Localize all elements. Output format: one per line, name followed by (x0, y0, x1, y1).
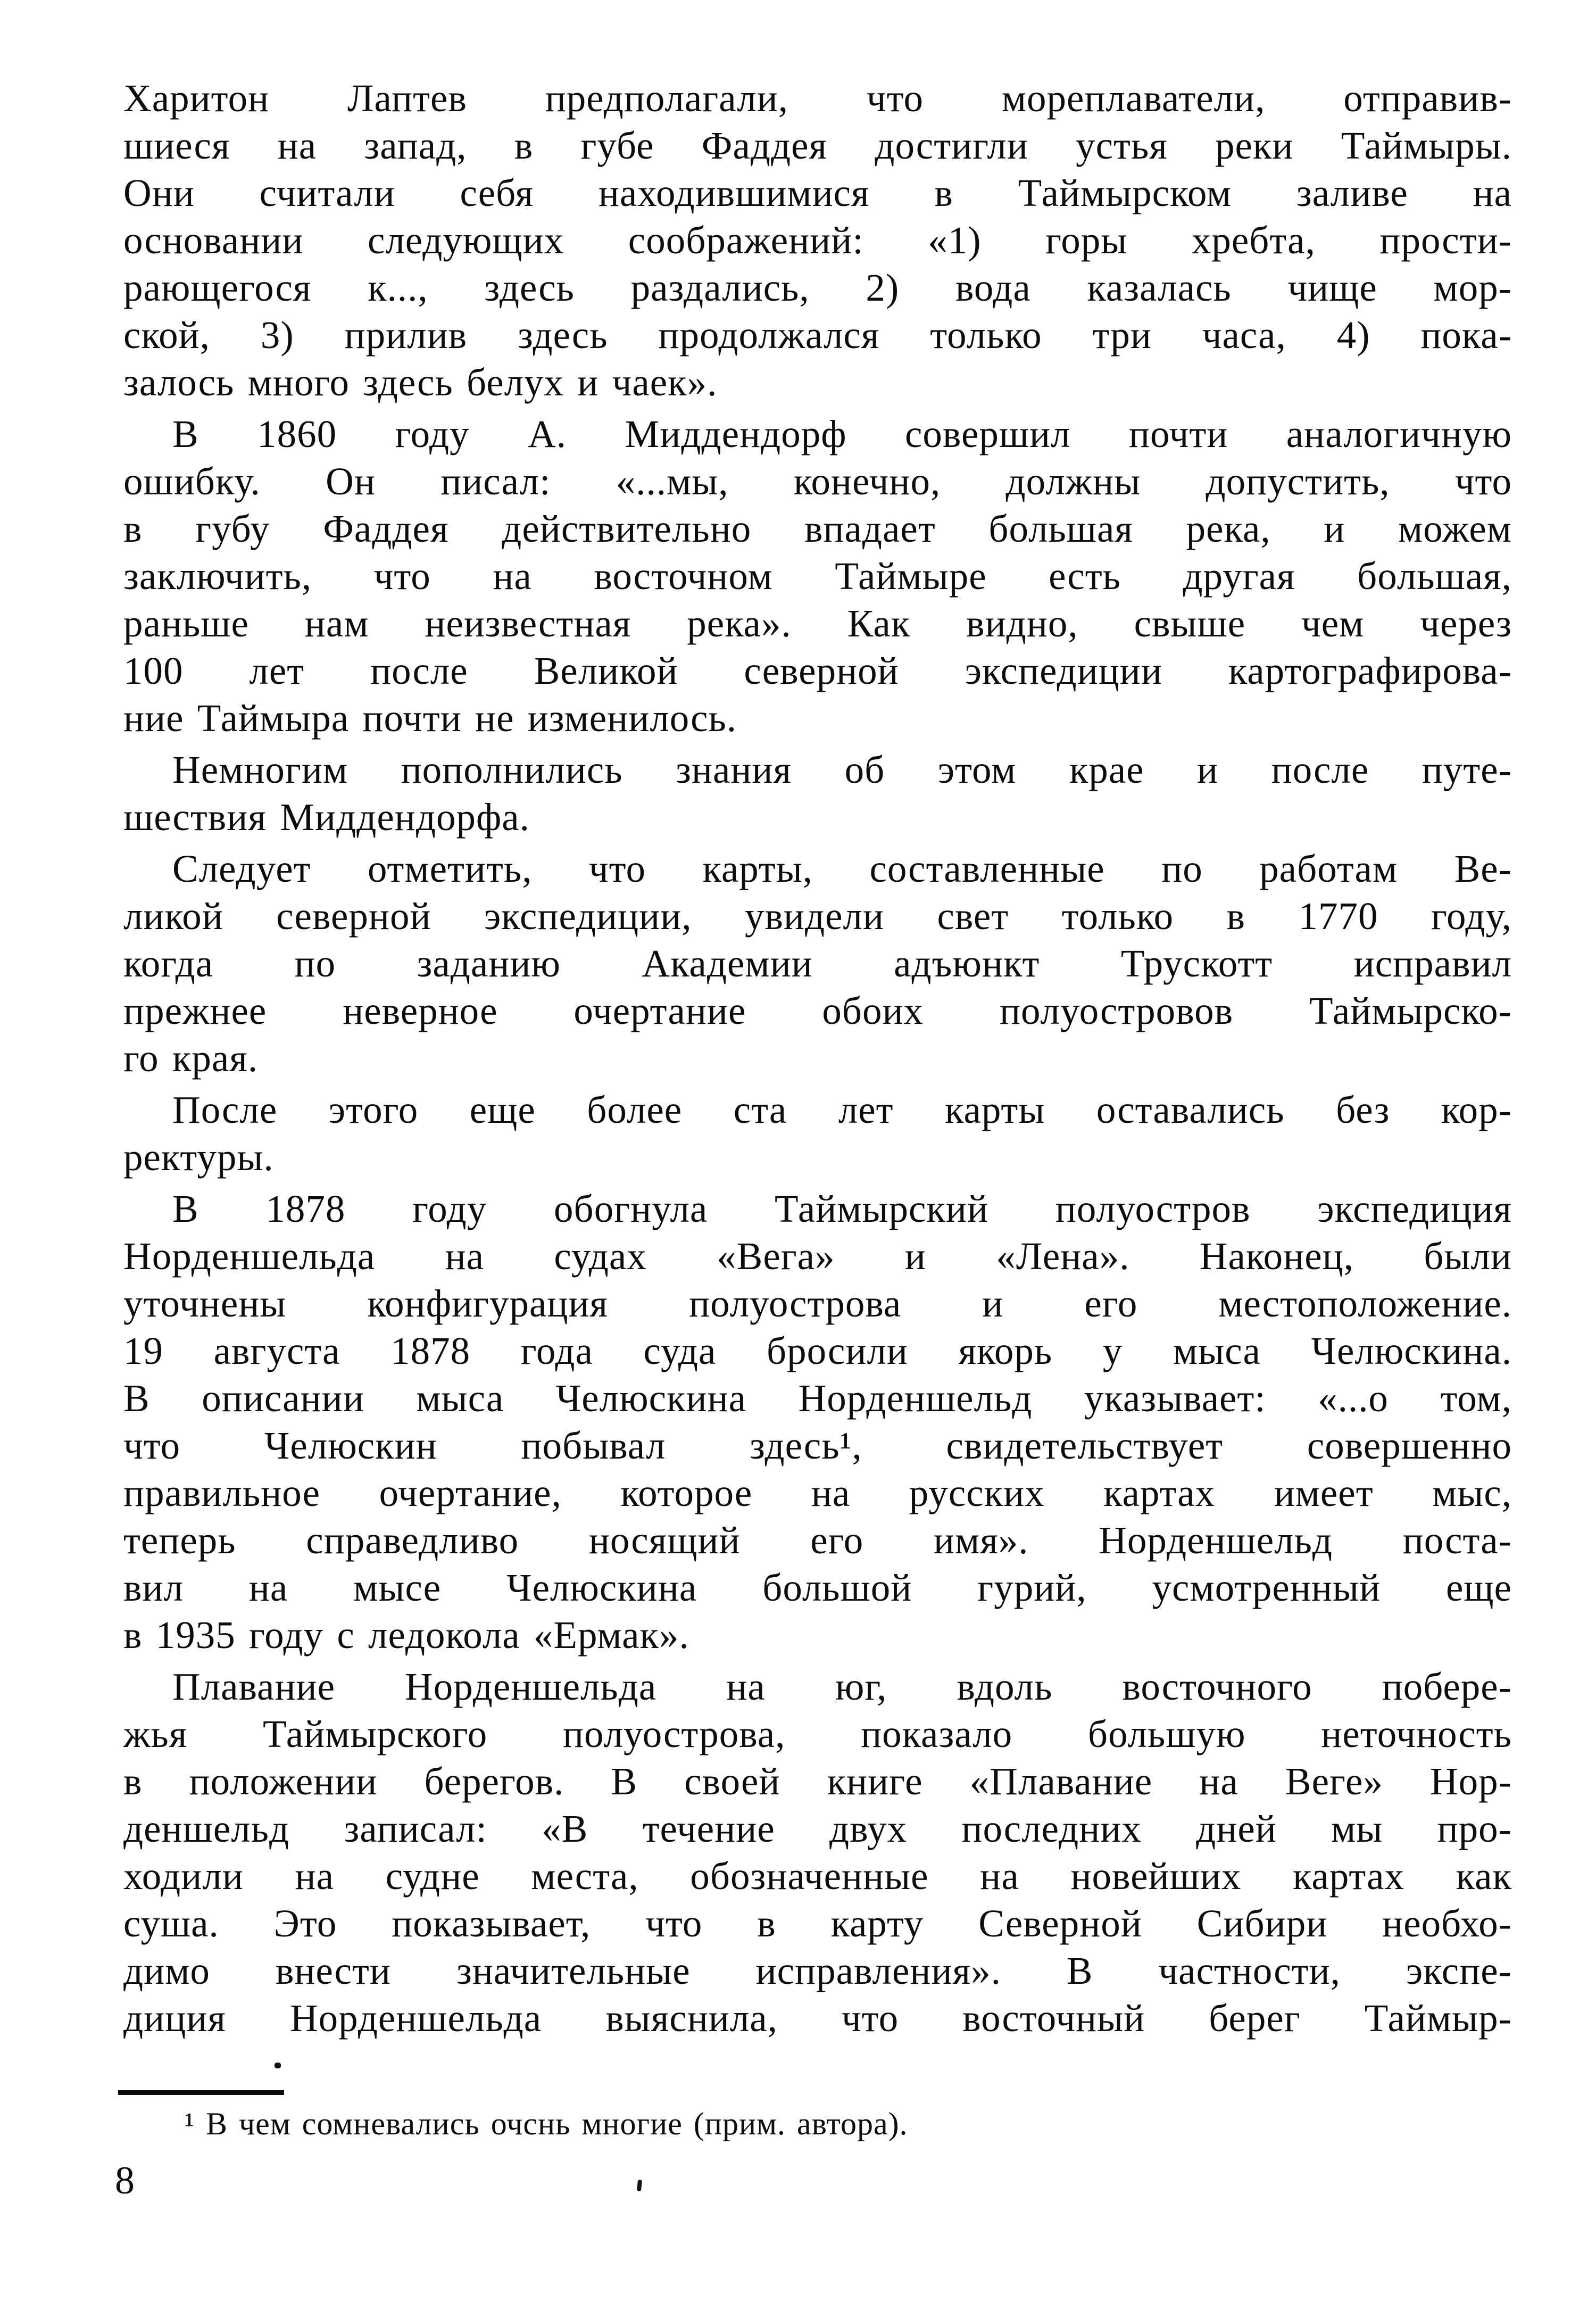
paragraph (123, 1185, 1512, 1659)
text-line: Норденшельда на судах «Вега» и «Лена». Наконец, были (123, 1235, 1512, 1278)
text-line: Следует отметить, что карты, составленные по работам Ве- (172, 847, 1512, 890)
text-line: го края. (123, 1037, 259, 1080)
text-line: шиеся на запад, в губе Фаддея достигли устья реки Таймыры. (123, 124, 1512, 167)
text-line: теперь справедливо носящий его имя». Норденшельд поста- (123, 1519, 1512, 1562)
footnote (123, 2105, 1512, 2143)
text-line: в губу Фаддея действительно впадает большая река, и можем (123, 507, 1512, 550)
text-line: Плавание Норденшельда на юг, вдоль восточного побере- (172, 1665, 1512, 1708)
text-line: димо внести значительные исправления». В частности, экспе- (123, 1949, 1512, 1992)
text-line: вил на мысе Челюскина большой гурий, усмотренный еще (123, 1566, 1512, 1609)
text-line: ской, 3) прилив здесь продолжался только три часа, 4) пока- (123, 313, 1512, 357)
text-line: Они считали себя находившимися в Таймырском заливе на (123, 171, 1512, 214)
text-line: шествия Миддендорфа. (123, 796, 530, 839)
text-line: рающегося к..., здесь раздались, 2) вода казалась чище мор- (123, 266, 1512, 309)
page-number: 8 (115, 2159, 135, 2202)
ink-speck (637, 2180, 642, 2192)
text-line: ректуры. (123, 1136, 274, 1179)
paragraph (123, 746, 1512, 841)
paragraph (123, 1663, 1512, 2042)
text-line: в положении берегов. В своей книге «Плавание на Веге» Нор- (123, 1760, 1512, 1803)
text-line: ние Таймыра почти не изменилось. (123, 697, 737, 740)
text-line: В 1878 году обогнула Таймырский полуостров экспедиция (172, 1187, 1512, 1230)
text-line: Немногим пополнились знания об этом крае и после путе- (172, 748, 1512, 791)
text-line: В описании мыса Челюскина Норденшельд указывает: «...о том, (123, 1377, 1512, 1420)
paragraph (123, 410, 1512, 742)
text-line: деншельд записал: «В течение двух последних дней мы про- (123, 1807, 1512, 1850)
text-line: жья Таймырского полуострова, показало большую неточность (123, 1712, 1512, 1756)
text-line: что Челюскин побывал здесь¹, свидетельствует совершенно (123, 1424, 1512, 1467)
text-line: ошибку. Он писал: «...мы, конечно, должны допустить, что (123, 460, 1512, 503)
text-line: прежнее неверное очертание обоих полуостровов Таймырско- (123, 989, 1512, 1032)
text-line: заключить, что на восточном Таймыре есть другая большая, (123, 554, 1512, 598)
text-line: когда по заданию Академии адъюнкт Трускотт исправил (123, 942, 1512, 985)
text-line: 19 августа 1878 года суда бросили якорь у мыса Челюскина. (123, 1329, 1512, 1372)
paragraph (123, 1086, 1512, 1181)
text-line: диция Норденшельда выяснила, что восточный берег Таймыр- (123, 1997, 1512, 2040)
text-line: залось много здесь белух и чаек». (123, 361, 718, 404)
text-line: основании следующих соображений: «1) горы хребта, прости- (123, 219, 1512, 262)
text-line: суша. Это показывает, что в карту Северной Сибири необхо- (123, 1902, 1512, 1945)
paragraph (123, 74, 1512, 406)
text-line: ходили на судне места, обозначенные на новейших картах как (123, 1854, 1512, 1898)
footnote-separator-rule (118, 2090, 284, 2095)
paragraph (123, 845, 1512, 1082)
text-line: После этого еще более ста лет карты оставались без кор- (172, 1088, 1512, 1131)
text-line: в 1935 году с ледокола «Ермак». (123, 1613, 689, 1657)
text-line: 100 лет после Великой северной экспедиции картографирова- (123, 649, 1512, 692)
text-line: правильное очертание, которое на русских картах имеет мыс, (123, 1471, 1512, 1514)
text-line: Харитон Лаптев предполагали, что мореплаватели, отправив- (123, 77, 1512, 120)
text-line: В 1860 году А. Миддендорф совершил почти аналогичную (172, 412, 1512, 456)
text-line: раньше нам неизвестная река». Как видно, свыше чем через (123, 602, 1512, 645)
footnote-text: ¹ В чем сомневались очснь многие (прим. автора). (185, 2106, 908, 2141)
text-line: уточнены конфигурация полуострова и его местоположение. (123, 1282, 1512, 1325)
text-line: ликой северной экспедиции, увидели свет только в 1770 году, (123, 895, 1512, 938)
ink-speck (275, 2063, 281, 2068)
page-text (123, 74, 1512, 2046)
